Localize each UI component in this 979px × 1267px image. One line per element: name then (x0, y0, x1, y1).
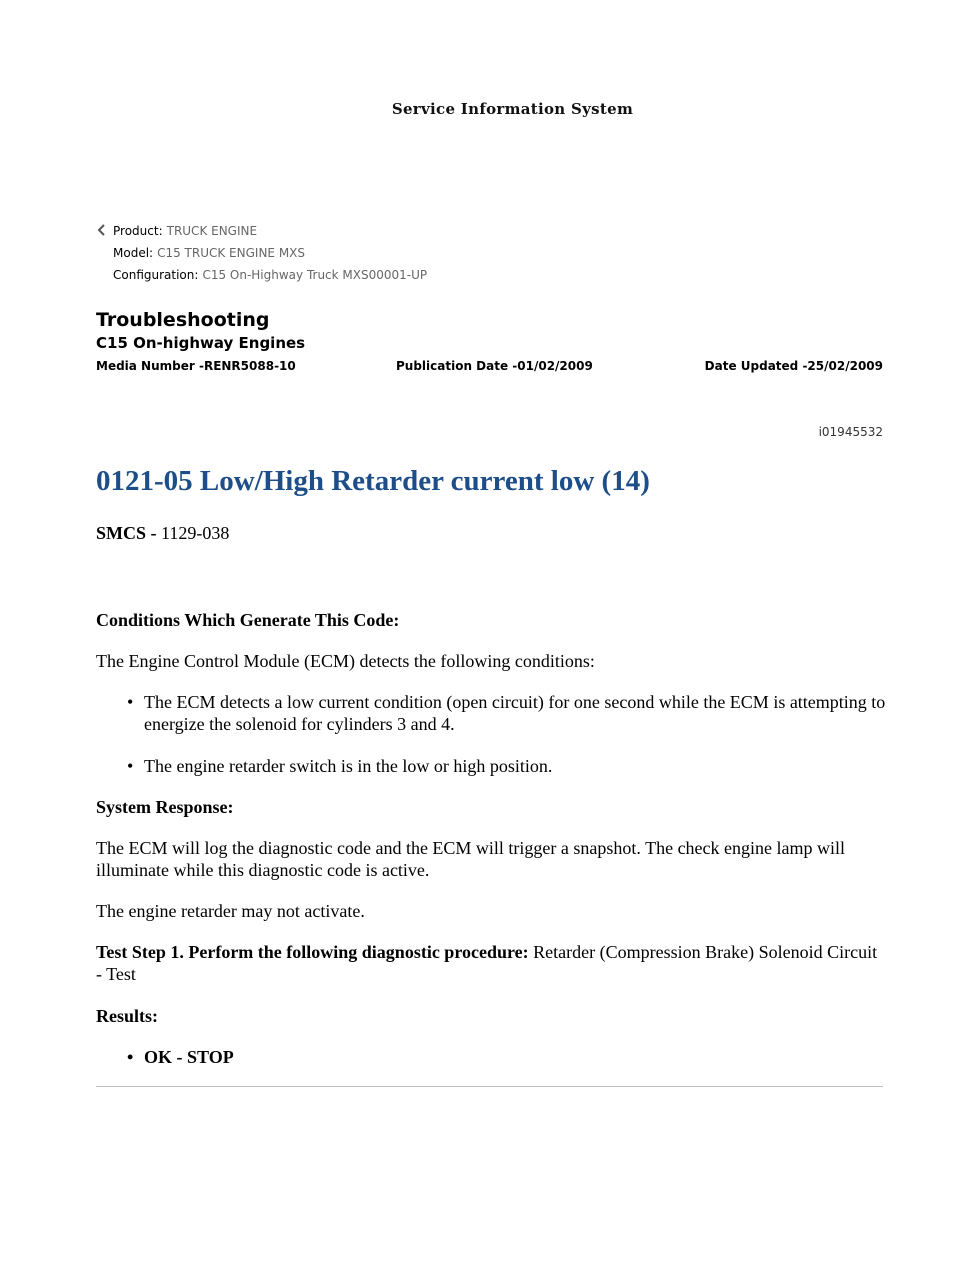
model-row (113, 246, 305, 260)
condition-text: The ECM detects a low current condition (open circuit) for one second while the ECM is attempting to energize the solenoid for cylinders 3 and 4. (144, 692, 886, 734)
document-id: i01945532 (818, 425, 883, 439)
condition-text: The engine retarder switch is in the low or high position. (144, 756, 553, 776)
results-heading: Results: (96, 1006, 158, 1026)
date-updated: Date Updated -25/02/2009 (704, 359, 883, 373)
list-item (127, 755, 887, 777)
smcs-value: 1129-038 (161, 523, 230, 543)
list-item (127, 691, 887, 735)
list-item (127, 1046, 887, 1068)
retarder-note: The engine retarder may not activate. (96, 901, 365, 921)
product-value[interactable]: TRUCK ENGINE (166, 224, 258, 238)
article-heading: 0121-05 Low/High Retarder current low (14) (96, 465, 650, 497)
test-step-1 (96, 941, 886, 985)
product-row (113, 224, 257, 238)
test-step-label: Test Step 1. Perform the following diagnostic procedure: (96, 942, 529, 962)
media-number: Media Number -RENR5088-10 (96, 359, 296, 373)
system-response-heading: System Response: (96, 797, 234, 817)
back-arrow-icon[interactable] (97, 224, 105, 236)
model-value[interactable]: C15 TRUCK ENGINE MXS (157, 246, 306, 260)
model-label: Model: (113, 246, 154, 260)
document-subtitle: C15 On-highway Engines (96, 334, 306, 352)
publication-date: Publication Date -01/02/2009 (396, 359, 593, 373)
configuration-value[interactable]: C15 On-Highway Truck MXS00001-UP (202, 268, 428, 282)
bullet-icon: • (127, 1047, 134, 1067)
product-label: Product: (113, 224, 163, 238)
bullet-icon: • (127, 692, 134, 712)
conditions-heading: Conditions Which Generate This Code: (96, 610, 400, 630)
result-text: OK - STOP (144, 1047, 234, 1067)
smcs-line (96, 523, 229, 544)
divider (96, 1086, 883, 1087)
conditions-intro: The Engine Control Module (ECM) detects the following conditions: (96, 651, 595, 671)
document-title: Troubleshooting (96, 309, 270, 331)
system-response-text: The ECM will log the diagnostic code and the ECM will trigger a snapshot. The check engine lamp will illuminate while this diagnostic code is active. (96, 838, 846, 880)
test-step-link[interactable]: Retarder (Compression Brake) Solenoid Circuit - Test (96, 942, 878, 984)
configuration-label: Configuration: (113, 268, 199, 282)
configuration-row (113, 268, 427, 282)
smcs-label: SMCS - (96, 523, 162, 543)
system-title: Service Information System (391, 100, 634, 118)
bullet-icon: • (127, 756, 134, 776)
